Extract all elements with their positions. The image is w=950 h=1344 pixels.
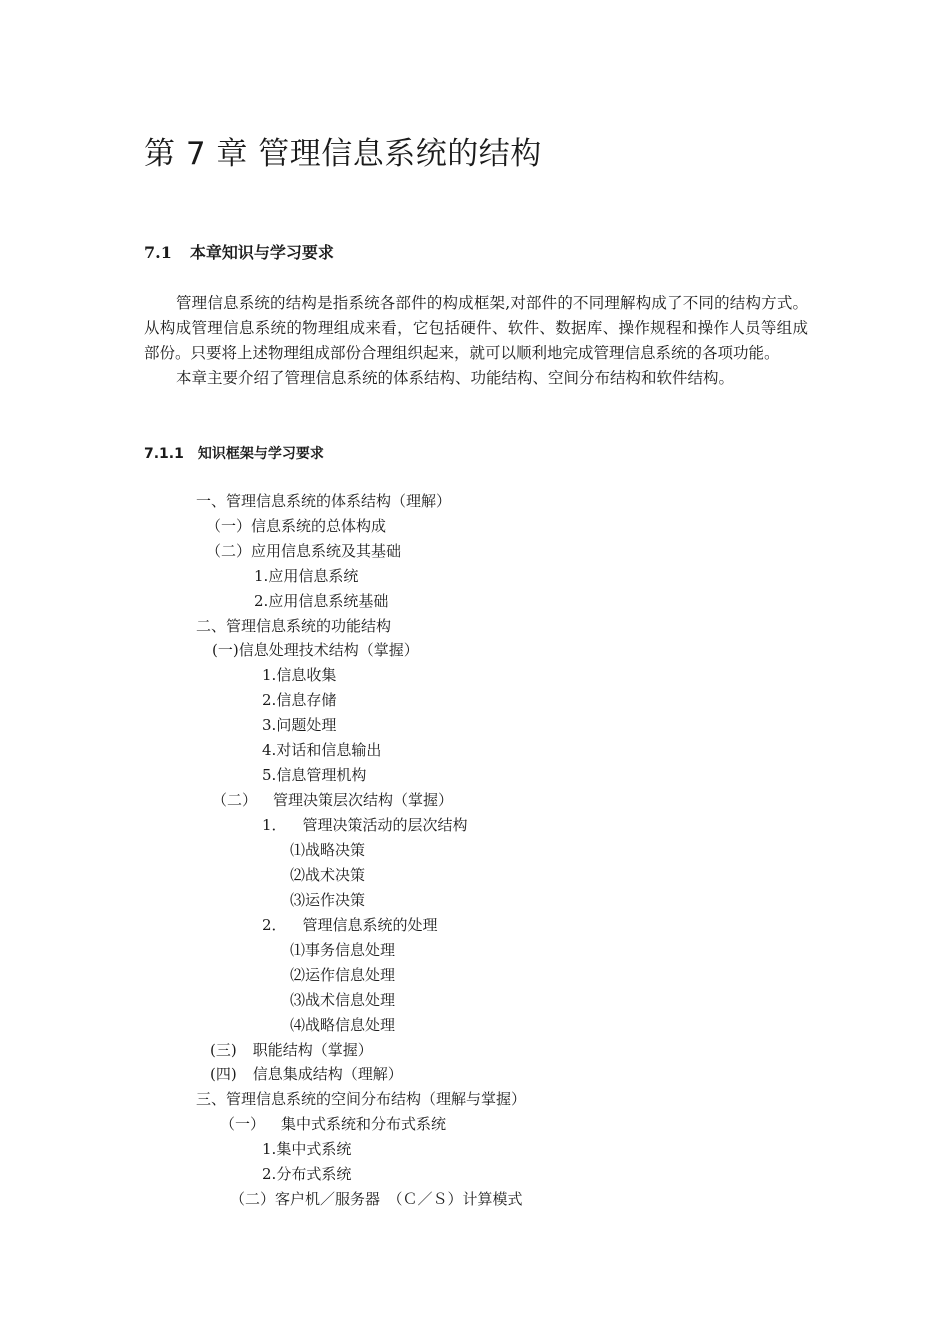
outline-item xyxy=(254,566,358,586)
outline-item xyxy=(220,1114,446,1134)
outline-text: 管理信息系统的空间分布结构（理解与掌握） xyxy=(226,1090,527,1108)
outline-item xyxy=(262,665,336,685)
outline-item xyxy=(262,815,468,835)
outline-text: 集中式系统和分布式系统 xyxy=(281,1115,447,1133)
outline-marker: ⑴ xyxy=(290,941,306,959)
outline-marker: 二、 xyxy=(196,617,227,635)
outline-item xyxy=(212,640,419,660)
outline-item xyxy=(262,715,336,735)
outline-item xyxy=(290,1015,395,1035)
subsection-title: 知识框架与学习要求 xyxy=(197,446,324,462)
section-title: 本章知识与学习要求 xyxy=(189,243,334,262)
outline-text: 集中式系统 xyxy=(276,1140,352,1158)
intro-paragraph: 本章主要介绍了管理信息系统的体系结构、功能结构、空间分布结构和软件结构。 xyxy=(176,369,735,387)
outline-marker: ⑴ xyxy=(290,841,306,859)
outline-marker: 2. xyxy=(254,592,269,610)
outline-text: 分布式系统 xyxy=(276,1165,352,1183)
outline-text: 运作信息处理 xyxy=(305,966,396,984)
outline-item xyxy=(262,1139,351,1159)
outline-text: 管理决策活动的层次结构 xyxy=(302,816,468,834)
outline-item xyxy=(262,1164,351,1184)
outline-text: 事务信息处理 xyxy=(305,941,396,959)
outline-item xyxy=(290,990,395,1010)
intro-text xyxy=(144,291,808,391)
outline-marker: 2. xyxy=(262,691,277,709)
outline-text: 战略信息处理 xyxy=(305,1016,396,1034)
outline-text: 职能结构（掌握） xyxy=(252,1041,373,1059)
outline-text: 信息管理机构 xyxy=(276,766,367,784)
outline-marker: ⑶ xyxy=(290,991,306,1009)
outline-item xyxy=(262,740,381,760)
outline-text: 管理信息系统的功能结构 xyxy=(226,617,392,635)
outline-marker: 4. xyxy=(262,741,277,759)
section-heading xyxy=(144,240,334,263)
outline-marker: 2. xyxy=(262,1165,277,1183)
outline-text: 信息处理技术结构（掌握） xyxy=(238,641,419,659)
outline-item xyxy=(262,690,336,710)
outline-text: 应用信息系统及其基础 xyxy=(251,542,402,560)
outline-item xyxy=(290,840,365,860)
outline-marker: ⑷ xyxy=(290,1016,306,1034)
outline-text: 对话和信息输出 xyxy=(276,741,382,759)
outline-marker: (一) xyxy=(212,641,239,659)
outline-item xyxy=(230,1189,523,1209)
outline-text: 信息集成结构（理解） xyxy=(252,1065,403,1083)
outline-marker: 1. xyxy=(254,567,269,585)
outline-text: 管理决策层次结构（掌握） xyxy=(273,791,454,809)
outline-marker: 1． xyxy=(262,816,287,834)
outline-item xyxy=(290,965,395,985)
outline-marker: 1. xyxy=(262,1140,277,1158)
outline-item xyxy=(290,890,365,910)
outline-marker: 2． xyxy=(262,916,287,934)
outline-text: 客户机／服务器 （Ｃ／Ｓ）计算模式 xyxy=(275,1190,523,1208)
subsection-heading xyxy=(144,443,324,463)
section-number: 7.1 xyxy=(144,243,172,262)
outline-text: 问题处理 xyxy=(276,716,337,734)
outline-text: 运作决策 xyxy=(305,891,366,909)
outline-item xyxy=(206,541,401,561)
outline-text: 管理信息系统的处理 xyxy=(302,916,438,934)
outline-item xyxy=(210,1064,403,1084)
outline-text: 管理信息系统的体系结构（理解） xyxy=(226,492,452,510)
outline-marker: ⑵ xyxy=(290,866,306,884)
outline-marker: （二） xyxy=(230,1190,276,1208)
outline-marker: （一） xyxy=(220,1115,266,1133)
outline-item xyxy=(206,516,386,536)
outline-item xyxy=(212,790,453,810)
outline-item xyxy=(210,1040,373,1060)
outline-item xyxy=(262,765,366,785)
outline-text: 战略决策 xyxy=(305,841,366,859)
subsection-number: 7.1.1 xyxy=(144,446,184,462)
outline-marker: （二） xyxy=(212,791,258,809)
outline-text: 应用信息系统 xyxy=(268,567,359,585)
outline-marker: ⑶ xyxy=(290,891,306,909)
outline-item xyxy=(254,591,388,611)
outline-text: 战术决策 xyxy=(305,866,366,884)
outline-item xyxy=(196,616,391,636)
outline-item xyxy=(196,1089,526,1109)
outline-marker: 5. xyxy=(262,766,277,784)
outline-marker: (四) xyxy=(210,1065,237,1083)
outline-text: 应用信息系统基础 xyxy=(268,592,389,610)
outline-marker: （一） xyxy=(206,517,252,535)
outline-text: 信息存储 xyxy=(276,691,337,709)
chapter-title: 第 7 章 管理信息系统的结构 xyxy=(144,136,542,172)
outline-item xyxy=(262,915,438,935)
intro-paragraph: 管理信息系统的结构是指系统各部件的构成框架,对部件的不同理解构成了不同的结构方式。从构成管理信息系统的物理组成来看，它包括硬件、软件、数据库、操作规程和操作人员等组成部份。只要将上述物理组成部份合理组织起来，就可以顺利地完成管理信息系统的各项功能。 xyxy=(144,294,808,362)
outline-marker: 一、 xyxy=(196,492,227,510)
outline-marker: (三) xyxy=(210,1041,237,1059)
outline-text: 信息收集 xyxy=(276,666,337,684)
outline-marker: 1. xyxy=(262,666,277,684)
outline-text: 战术信息处理 xyxy=(305,991,396,1009)
outline-text: 信息系统的总体构成 xyxy=(251,517,387,535)
outline-item xyxy=(290,940,395,960)
outline-item xyxy=(196,491,451,511)
outline-marker: 三、 xyxy=(196,1090,227,1108)
outline-marker: ⑵ xyxy=(290,966,306,984)
outline-marker: （二） xyxy=(206,542,252,560)
outline-marker: 3. xyxy=(262,716,277,734)
outline-item xyxy=(290,865,365,885)
